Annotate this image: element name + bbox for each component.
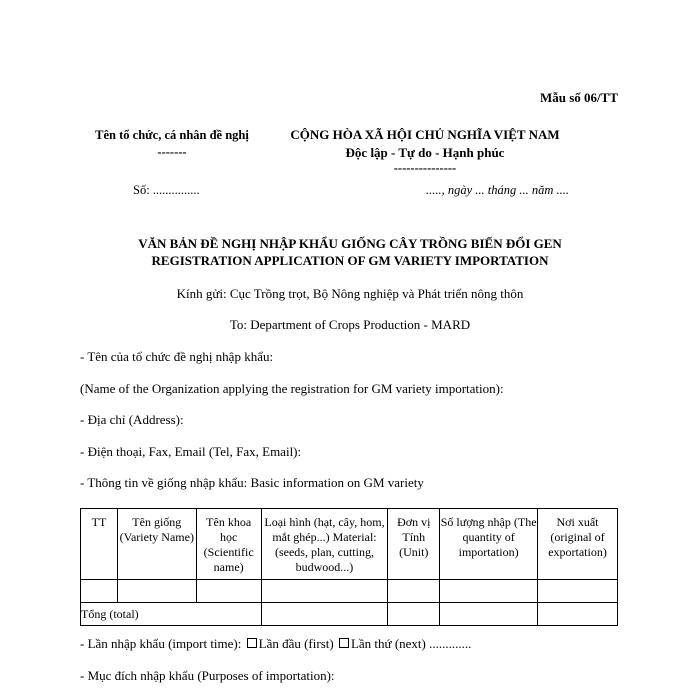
table-cell[interactable] (81, 580, 118, 603)
table-cell[interactable] (261, 580, 388, 603)
table-cell[interactable] (538, 603, 618, 626)
org-name-field-en: (Name of the Organization applying the registration for GM variety importation): (80, 381, 504, 396)
date-line: ....., ngày ... tháng ... năm .... (426, 183, 570, 197)
header-scientific-name: Tên khoa học (Scientific name) (196, 509, 261, 580)
table-cell[interactable] (440, 580, 538, 603)
org-label: Tên tổ chức, cá nhân đề nghị (95, 128, 249, 142)
phone-field: - Điện thoại, Fax, Email (Tel, Fax, Email): (80, 444, 302, 459)
recipient-en: To: Department of Crops Production - MARD (229, 317, 471, 332)
first-time-checkbox[interactable] (247, 638, 257, 648)
table-cell[interactable] (117, 580, 196, 603)
table-cell[interactable] (388, 603, 440, 626)
title-en: REGISTRATION APPLICATION OF GM VARIETY IMPORTATION (151, 253, 549, 268)
table-cell[interactable] (538, 580, 618, 603)
purpose-field: - Mục đích nhập khẩu (Purposes of importation): (80, 668, 335, 683)
number-label: Số: ............... (133, 183, 200, 197)
table-cell[interactable] (440, 603, 538, 626)
variety-info-field: - Thông tin về giống nhập khẩu: Basic information on GM variety (80, 475, 424, 490)
table-row (81, 580, 618, 603)
header-origin: Nơi xuất (original of exportation) (538, 509, 618, 580)
table-cell[interactable] (388, 580, 440, 603)
variety-table (80, 508, 618, 626)
next-time-checkbox[interactable] (339, 638, 349, 648)
address-field: - Địa chỉ (Address): (80, 412, 184, 427)
table-cell[interactable] (196, 580, 261, 603)
header-quantity: Số lượng nhập (The quantity of importation) (440, 509, 538, 580)
org-dashes: ------- (157, 145, 187, 159)
first-time-label: Lần đầu (first) (258, 636, 334, 651)
title-vi: VĂN BẢN ĐỀ NGHỊ NHẬP KHẨU GIỐNG CÂY TRỒNG BIẾN ĐỔI GEN (138, 236, 562, 251)
country-name: CỘNG HÒA XÃ HỘI CHỦ NGHĨA VIỆT NAM (290, 127, 560, 142)
motto: Độc lập - Tự do - Hạnh phúc (345, 145, 505, 160)
recipient-vi: Kính gửi: Cục Trồng trọt, Bộ Nông nghiệp và Phát triển nông thôn (176, 286, 524, 301)
next-time-label: Lần thứ (next) ............. (350, 636, 472, 651)
motto-dashes: --------------- (393, 161, 457, 175)
table-cell[interactable] (196, 603, 261, 626)
header-tt: TT (81, 509, 118, 580)
table-cell[interactable] (261, 603, 388, 626)
header-unit: Đơn vị Tính (Unit) (388, 509, 440, 580)
table-total-row (81, 603, 618, 626)
import-time-line (80, 636, 471, 652)
total-label: Tổng (total) (81, 603, 197, 626)
header-variety-name: Tên giống (Variety Name) (117, 509, 196, 580)
header-material: Loại hình (hạt, cây, hom, mắt ghép...) Material: (seeds, plan, cutting, budwood...) (261, 509, 388, 580)
import-time-label: - Lần nhập khẩu (import time): (80, 636, 242, 651)
form-code: Mẫu số 06/TT (539, 90, 618, 105)
table-header-row (81, 509, 618, 580)
org-name-field-vi: - Tên của tổ chức đề nghị nhập khẩu: (80, 349, 274, 364)
